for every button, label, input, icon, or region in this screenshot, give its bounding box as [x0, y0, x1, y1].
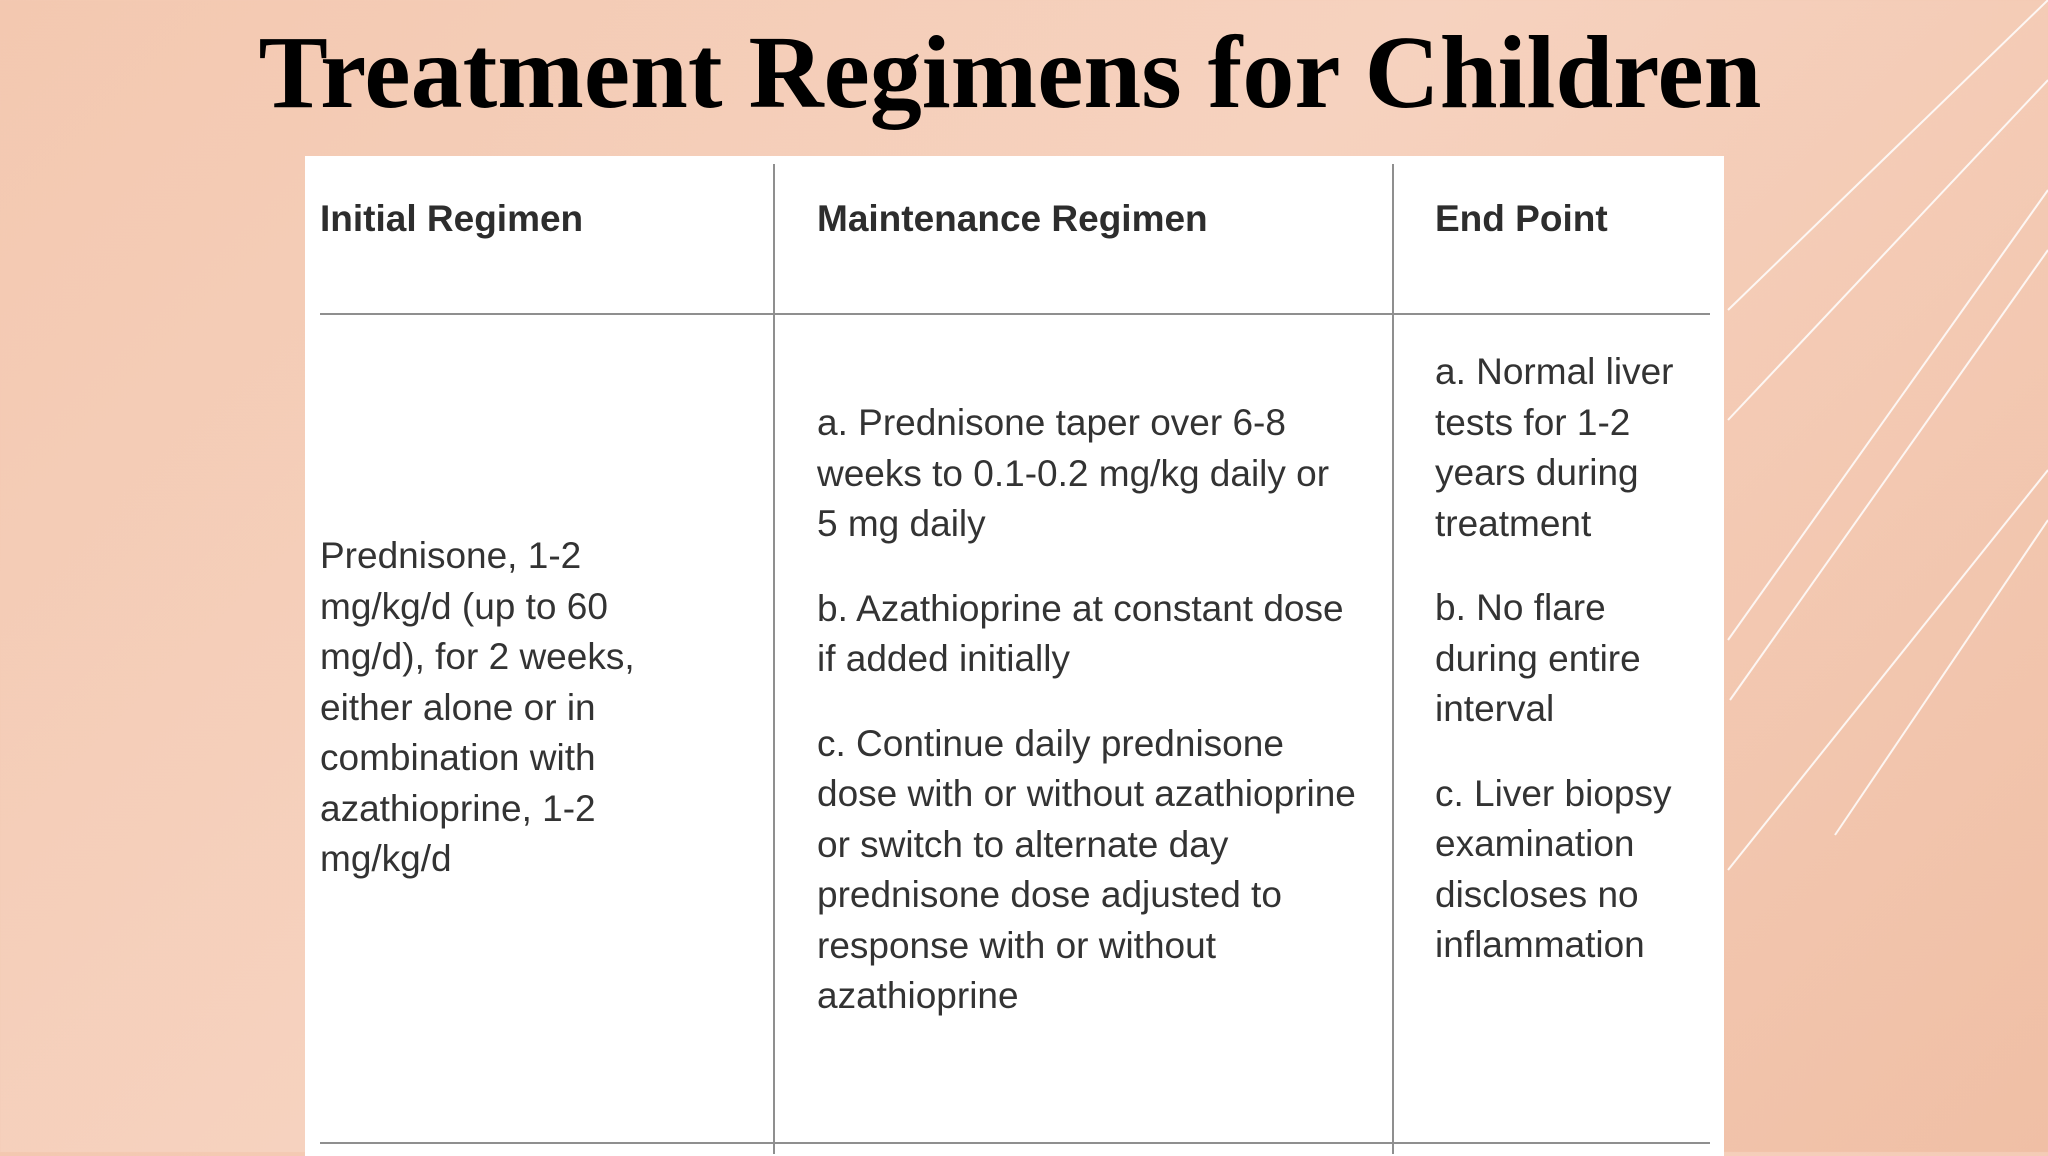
header-initial-regimen: Initial Regimen	[320, 198, 584, 239]
maintenance-item: b. Azathioprine at constant dose if added initially	[817, 587, 1344, 679]
slide-title: Treatment Regimens for Children	[258, 15, 1762, 130]
header-maintenance-regimen: Maintenance Regimen	[817, 198, 1208, 239]
initial-regimen-cell	[320, 531, 710, 885]
header-divider	[320, 313, 1710, 315]
end-point-item: b. No flare during entire interval	[1435, 587, 1641, 729]
end-point-cell	[1435, 347, 1695, 971]
end-point-item: a. Normal liver tests for 1-2 years during treatment	[1435, 351, 1674, 544]
header-end-point: End Point	[1435, 198, 1608, 239]
treatment-table	[305, 156, 1724, 1156]
initial-regimen-text: Prednisone, 1-2 mg/kg/d (up to 60 mg/d), for 2 weeks, either alone or in combination with azathioprine, 1-2 mg/kg/d	[320, 535, 635, 879]
maintenance-item: a. Prednisone taper over 6-8 weeks to 0.1-0.2 mg/kg daily or 5 mg daily	[817, 402, 1330, 544]
maintenance-regimen-cell	[817, 398, 1357, 1022]
maintenance-item: c. Continue daily prednisone dose with or without azathioprine or switch to alternate day prednisone dose adjusted to response with or without azathioprine	[817, 722, 1356, 1016]
row-divider	[320, 1142, 1710, 1144]
end-point-item: c. Liver biopsy examination discloses no inflammation	[1435, 772, 1672, 965]
